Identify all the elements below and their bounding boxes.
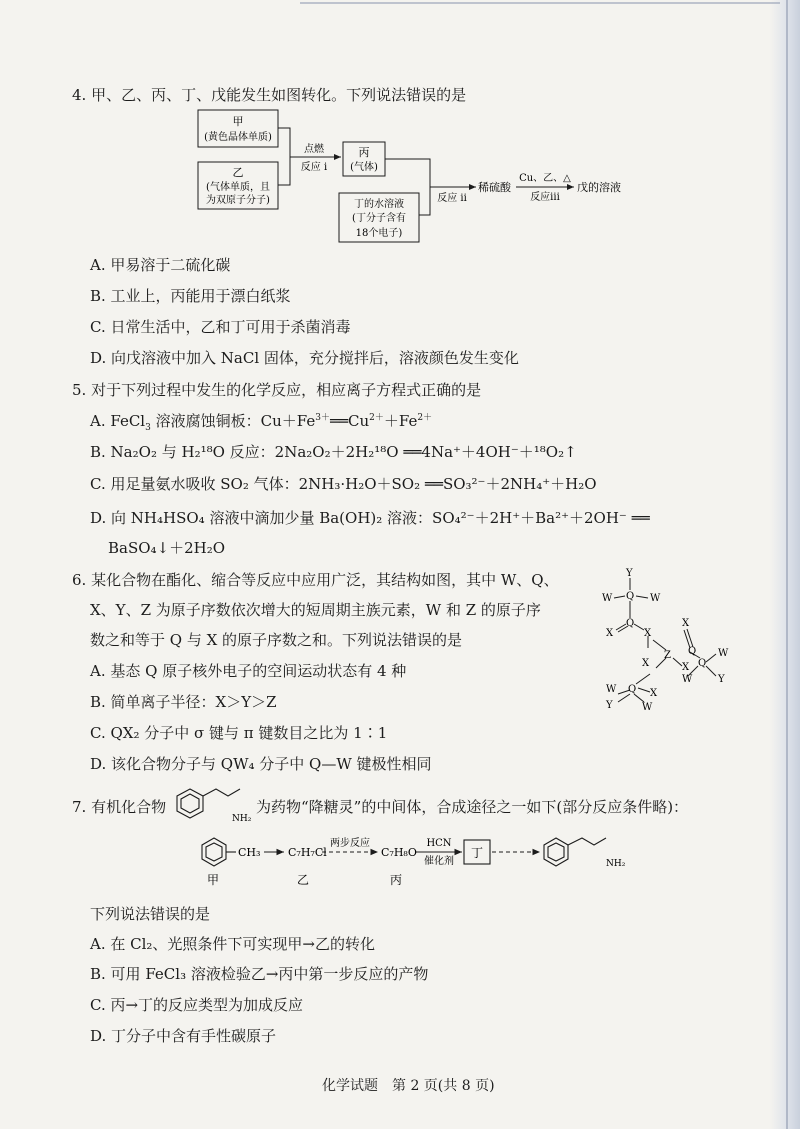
scheme-label-yi: 乙 [296, 873, 310, 887]
scheme-two-step: 两步反应 [330, 838, 370, 849]
q7-option-c: C. 丙→丁的反应类型为加成反应 [90, 996, 304, 1014]
q6-option-b: B. 简单离子半径：X＞Y＞Z [90, 693, 277, 711]
atom-w-far1: W [718, 648, 729, 659]
atom-z: Z [664, 650, 671, 661]
box-yi-name: 乙 [232, 166, 244, 179]
q7-option-d: D. 丁分子中含有手性碳原子 [90, 1027, 277, 1045]
box-ding-line1: 丁的水溶液 [354, 199, 404, 210]
q4-option-c: C. 日常生活中，乙和丁可用于杀菌消毒 [90, 318, 351, 336]
atom-q-low: Q [628, 684, 637, 695]
atom-w-low: W [606, 684, 617, 695]
scheme-hcn: HCN [426, 838, 452, 849]
scheme-catalyst: 催化剂 [424, 856, 454, 867]
product-label: 戊的溶液 [577, 181, 621, 194]
q5-a-eq: ══Cu [329, 412, 370, 430]
box-jia-name: 甲 [232, 115, 244, 128]
arrow3-bottom-label: 反应iii [530, 192, 560, 203]
scheme-nh2: NH₂ [606, 859, 626, 869]
scheme-c7h8o: C₇H₈O [381, 846, 417, 859]
box-bing-name: 丙 [358, 146, 370, 159]
atom-y-top: Y [626, 568, 633, 579]
q6-option-a: A. 基态 Q 原子核外电子的空间运动状态有 4 种 [90, 662, 407, 680]
q7-option-a: A. 在 Cl₂、光照条件下可实现甲→乙的转化 [90, 935, 375, 953]
atom-x-right: X [682, 618, 690, 629]
dilute-acid-label: 稀硫酸 [478, 181, 511, 194]
q5-option-c: C. 用足量氨水吸收 SO₂ 气体：2NH₃·H₂O＋SO₂ ══SO₃²⁻＋2NH₄⁺＋H₂O [90, 475, 597, 493]
scheme-label-bing: 丙 [389, 873, 403, 887]
atom-w-right: W [650, 593, 661, 604]
q6-option-d: D. 该化合物分子与 QW₄ 分子中 Q—W 键极性相同 [90, 755, 432, 773]
q5-a-pre: A. FeCl [90, 412, 146, 430]
q5-option-b: B. Na₂O₂ 与 H₂¹⁸O 反应：2Na₂O₂＋2H₂¹⁸O ══4Na⁺＋4OH⁻＋¹⁸O₂↑ [90, 443, 577, 461]
arrow2-bottom-label: 反应 ii [437, 193, 467, 204]
atom-y-far: Y [718, 674, 725, 685]
box-ding-line2: (丁分子含有 [352, 213, 406, 224]
q5-a-sup2: 2＋ [369, 413, 384, 423]
atom-q-right: Q [688, 646, 697, 657]
scheme-ding: 丁 [470, 846, 484, 860]
page-footer: 化学试题 第 2 页(共 8 页) [322, 1078, 495, 1094]
q6-stem-line1: 6. 某化合物在酯化、缩合等反应中应用广泛，其结构如图，其中 W、Q、 [72, 571, 559, 589]
atom-x-low-right: X [650, 688, 658, 699]
q7-sub-stem: 下列说法错误的是 [90, 905, 211, 923]
q7-stem-pre: 7. 有机化合物 [72, 798, 167, 816]
q5-a-sub: 3 [145, 423, 151, 433]
atom-x-z-right: X [682, 662, 690, 673]
q4-option-a: A. 甲易溶于二硫化碳 [90, 256, 231, 274]
atom-y-low: Y [606, 700, 613, 711]
q5-a-mid: 溶液腐蚀铜板：Cu＋Fe [150, 412, 316, 430]
atom-w-left: W [602, 593, 613, 604]
scheme-label-jia: 甲 [206, 873, 220, 887]
atom-x-left: X [606, 628, 614, 639]
q7-stem-post: 为药物“降糖灵”的中间体，合成途径之一如下(部分反应条件略)： [256, 798, 689, 816]
atom-x-mid: X [644, 628, 652, 639]
scheme-c7h7cl: C₇H₇Cl [288, 846, 327, 859]
q6-stem-line3: 数之和等于 Q 与 X 的原子序数之和。下列说法错误的是 [90, 631, 463, 649]
q5-a-sup1: 3＋ [315, 413, 330, 423]
q4-option-d: D. 向戊溶液中加入 NaCl 固体，充分搅拌后，溶液颜色发生变化 [90, 349, 519, 367]
q7-option-b: B. 可用 FeCl₃ 溶液检验乙→丙中第一步反应的产物 [90, 965, 429, 983]
box-jia-desc: (黄色晶体单质) [204, 132, 272, 143]
atom-q-mid: Q [626, 618, 635, 629]
nh2-inline: NH₂ [232, 814, 252, 824]
q5-a-sup3: 2＋ [417, 413, 433, 423]
q5-option-d-cont: BaSO₄↓＋2H₂O [108, 539, 226, 557]
q6-stem-line2: X、Y、Z 为原子序数依次增大的短周期主族元素，W 和 Z 的原子序 [90, 601, 541, 619]
atom-q-top: Q [626, 591, 635, 602]
q4-stem: 4. 甲、乙、丙、丁、戊能发生如图转化。下列说法错误的是 [72, 86, 467, 104]
arrow1-top-label: 点燃 [304, 144, 324, 155]
box-ding-line3: 18个电子) [355, 228, 403, 239]
atom-x-low: X [642, 658, 650, 669]
q5-a-tail: ＋Fe [383, 412, 418, 430]
q5-stem: 5. 对于下列过程中发生的化学反应，相应离子方程式正确的是 [72, 381, 482, 399]
arrow1-bottom-label: 反应 i [300, 162, 328, 173]
atom-w-far2: W [682, 674, 693, 685]
atom-w-low2: W [642, 702, 653, 713]
atom-q-far: Q [698, 658, 707, 669]
arrow3-top-label: Cu、乙、△ [519, 173, 571, 184]
scheme-ch3: CH₃ [238, 846, 261, 859]
box-bing-desc: (气体) [350, 162, 378, 173]
q4-option-b: B. 工业上，丙能用于漂白纸浆 [90, 287, 291, 305]
box-yi-desc2: 为双原子分子) [206, 195, 270, 206]
q6-option-c: C. QX₂ 分子中 σ 键与 π 键数目之比为 1∶1 [90, 724, 388, 742]
box-yi-desc1: (气体单质，且 [206, 182, 270, 193]
q5-option-d: D. 向 NH₄HSO₄ 溶液中滴加少量 Ba(OH)₂ 溶液：SO₄²⁻＋2H⁺＋Ba²⁺＋2OH⁻ ══ [90, 509, 650, 527]
